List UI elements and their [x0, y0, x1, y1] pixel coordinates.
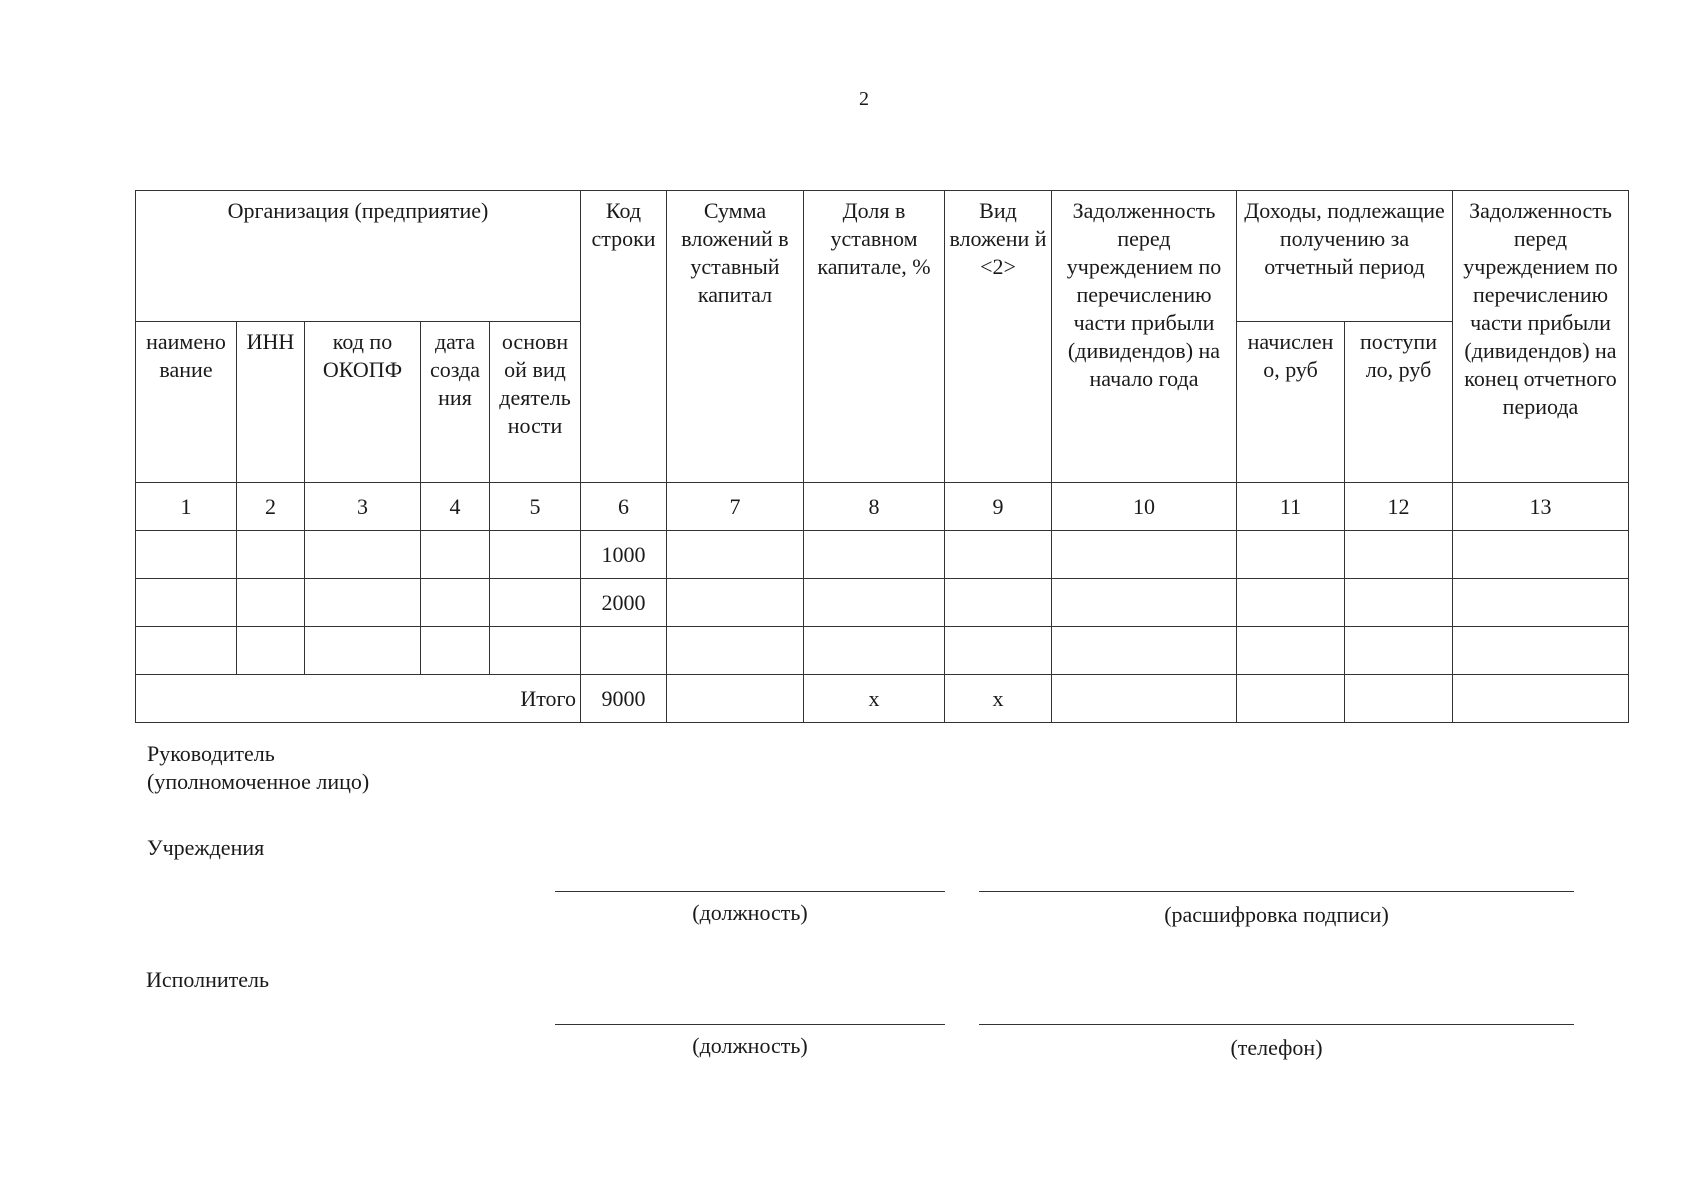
- cell-name: [136, 627, 237, 675]
- total-share: x: [804, 675, 945, 723]
- cell-capital-sum: [667, 531, 804, 579]
- cell-capital-sum: [667, 627, 804, 675]
- column-number: 6: [581, 483, 667, 531]
- cell-investment-type: [945, 579, 1052, 627]
- cell-received: [1345, 579, 1453, 627]
- column-number: 10: [1052, 483, 1237, 531]
- header-debt-start: Задолженность перед учреждением по перечислению части прибыли (дивидендов) на начало года: [1052, 191, 1237, 483]
- position-caption: (должность): [692, 900, 808, 925]
- header-capital-sum: Сумма вложений в уставный капитал: [667, 191, 804, 483]
- column-number: 4: [421, 483, 490, 531]
- income-group-header: Доходы, подлежащие получению за отчетный период: [1237, 191, 1453, 322]
- cell-activity: [490, 627, 581, 675]
- cell-name: [136, 579, 237, 627]
- cell-share: [804, 579, 945, 627]
- cell-row-code: 1000: [581, 531, 667, 579]
- subheader-accrued: начислен о, руб: [1237, 322, 1345, 483]
- column-number: 3: [305, 483, 421, 531]
- cell-okopf: [305, 531, 421, 579]
- total-row-code: 9000: [581, 675, 667, 723]
- header-share: Доля в уставном капитале, %: [804, 191, 945, 483]
- cell-share: [804, 531, 945, 579]
- column-number-row: [136, 483, 1629, 531]
- executor-position-line: [555, 1024, 945, 1025]
- cell-row-code: 2000: [581, 579, 667, 627]
- phone-caption: (телефон): [1230, 1035, 1323, 1060]
- cell-debt-start: [1052, 531, 1237, 579]
- column-number: 13: [1453, 483, 1629, 531]
- cell-inn: [237, 531, 305, 579]
- column-number: 8: [804, 483, 945, 531]
- total-row: [136, 675, 1629, 723]
- investments-table: [135, 190, 1629, 723]
- header-row-code: Код строки: [581, 191, 667, 483]
- cell-received: [1345, 627, 1453, 675]
- subheader-name: наимено вание: [136, 322, 237, 483]
- decryption-caption: (расшифровка подписи): [1164, 902, 1389, 927]
- column-number: 2: [237, 483, 305, 531]
- total-investment-type: x: [945, 675, 1052, 723]
- cell-okopf: [305, 627, 421, 675]
- cell-inn: [237, 627, 305, 675]
- column-number: 12: [1345, 483, 1453, 531]
- executor-label: Исполнитель: [146, 967, 270, 992]
- cell-name: [136, 531, 237, 579]
- total-debt-start: [1052, 675, 1237, 723]
- cell-created: [421, 579, 490, 627]
- cell-capital-sum: [667, 579, 804, 627]
- column-number: 9: [945, 483, 1052, 531]
- cell-okopf: [305, 579, 421, 627]
- cell-accrued: [1237, 627, 1345, 675]
- column-number: 5: [490, 483, 581, 531]
- cell-debt-start: [1052, 579, 1237, 627]
- column-number: 7: [667, 483, 804, 531]
- head-subtitle: (уполномоченное лицо): [147, 769, 370, 794]
- subheader-okopf: код по ОКОПФ: [305, 322, 421, 483]
- column-number: 1: [136, 483, 237, 531]
- total-received: [1345, 675, 1453, 723]
- phone-line: [979, 1024, 1574, 1025]
- cell-share: [804, 627, 945, 675]
- table-row: [136, 531, 1629, 579]
- cell-accrued: [1237, 531, 1345, 579]
- subheader-received: поступи ло, руб: [1345, 322, 1453, 483]
- cell-activity: [490, 579, 581, 627]
- table-row: [136, 579, 1629, 627]
- table-row: [136, 627, 1629, 675]
- cell-created: [421, 627, 490, 675]
- cell-debt-end: [1453, 531, 1629, 579]
- head-title: Руководитель: [147, 741, 275, 766]
- header-investment-type: Вид вложени й <2>: [945, 191, 1052, 483]
- cell-created: [421, 531, 490, 579]
- subheader-created: дата созда ния: [421, 322, 490, 483]
- institution-label: Учреждения: [147, 835, 265, 860]
- org-group-header: Организация (предприятие): [136, 191, 581, 322]
- cell-accrued: [1237, 579, 1345, 627]
- subheader-activity: основн ой вид деятель ности: [490, 322, 581, 483]
- decryption-signature-line: [979, 891, 1574, 892]
- cell-debt-end: [1453, 627, 1629, 675]
- cell-investment-type: [945, 627, 1052, 675]
- cell-debt-start: [1052, 627, 1237, 675]
- total-debt-end: [1453, 675, 1629, 723]
- total-accrued: [1237, 675, 1345, 723]
- header-debt-end: Задолженность перед учреждением по перечислению части прибыли (дивидендов) на конец отчетного периода: [1453, 191, 1629, 483]
- cell-activity: [490, 531, 581, 579]
- total-label: Итого: [136, 675, 581, 723]
- column-number: 11: [1237, 483, 1345, 531]
- cell-inn: [237, 579, 305, 627]
- executor-position-caption: (должность): [692, 1033, 808, 1058]
- cell-row-code: [581, 627, 667, 675]
- cell-received: [1345, 531, 1453, 579]
- cell-investment-type: [945, 531, 1052, 579]
- page-number: 2: [859, 88, 869, 110]
- total-capital-sum: [667, 675, 804, 723]
- position-signature-line: [555, 891, 945, 892]
- cell-debt-end: [1453, 579, 1629, 627]
- subheader-inn: ИНН: [237, 322, 305, 483]
